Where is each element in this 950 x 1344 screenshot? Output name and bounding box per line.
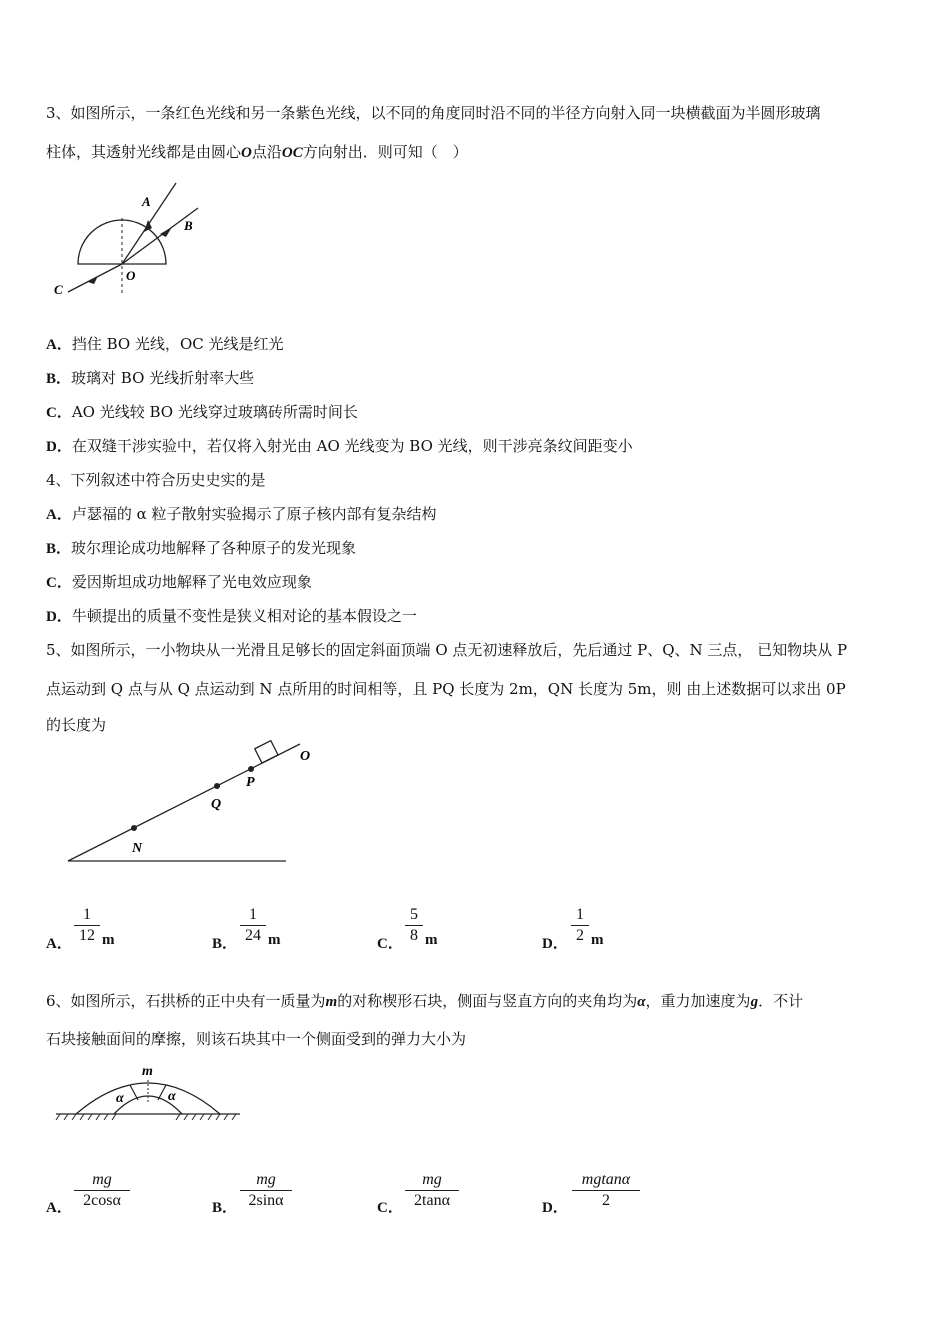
- q3-option-b: [46, 367, 254, 388]
- label-o: O: [300, 749, 311, 764]
- ray-bo: [122, 208, 198, 264]
- numerator: mg: [92, 1171, 112, 1188]
- option-text: 爱因斯坦成功地解释了光电效应现象: [71, 573, 312, 591]
- q6-option-d-label: D．: [542, 1200, 568, 1216]
- q3-option-d: [46, 435, 633, 456]
- option-text: 在双缝干涉实验中，若仅将入射光由 AO 光线变为 BO 光线，则干涉亮条纹间距变小: [71, 437, 633, 455]
- option-text: 卢瑟福的 α 粒子散射实验揭示了原子核内部有复杂结构: [71, 505, 437, 523]
- ray-bo-arrow: [160, 227, 172, 237]
- q3-stem-text: 点沿: [251, 143, 282, 161]
- q5-option-b-label: B．: [212, 936, 238, 952]
- q6-var-m: m: [325, 994, 338, 1010]
- q5-option-a-label: A．: [46, 936, 72, 952]
- q4-option-c: [46, 571, 312, 592]
- q5-option-a-unit: m: [102, 932, 115, 948]
- point-p: [248, 766, 254, 772]
- wedge-right-side: [158, 1085, 166, 1100]
- q6-option-a-label: A．: [46, 1200, 72, 1216]
- label-a: A: [142, 194, 151, 209]
- label-m: m: [142, 1064, 153, 1079]
- option-text: 玻尔理论成功地解释了各种原子的发光现象: [71, 539, 357, 557]
- q5-stem-line1: 5、如图所示，一小物块从一光滑且足够长的固定斜面顶端 O 点无初速释放后，先后通过 P、Q、N 三点， 已知物块从 P: [46, 641, 848, 659]
- ground-hatch: [56, 1114, 236, 1120]
- option-label: D．: [46, 609, 72, 625]
- q3-stem-line1: 3、如图所示，一条红色光线和另一条紫色光线，以不同的角度同时沿不同的半径方向射入同一块横截面为半圆形玻璃: [46, 104, 821, 122]
- label-o: O: [126, 268, 136, 283]
- q5-option-d-label: D．: [542, 936, 568, 952]
- q3-option-c: [46, 401, 358, 422]
- q6-arch-bridge-diagram: [54, 1060, 244, 1132]
- denominator: 2cosα: [83, 1192, 121, 1209]
- q3-semicircle-diagram: [48, 178, 208, 300]
- denominator: 2: [602, 1192, 610, 1209]
- label-alpha-right: α: [168, 1089, 176, 1104]
- q3-option-a: [46, 333, 284, 354]
- label-q: Q: [211, 797, 222, 812]
- q5-incline-diagram: [60, 740, 340, 870]
- q6-option-c-fraction: [405, 1170, 459, 1211]
- q6-option-c-label: C．: [377, 1200, 403, 1216]
- label-alpha-left: α: [116, 1091, 124, 1106]
- option-text: 挡住 BO 光线，OC 光线是红光: [71, 335, 284, 353]
- option-label: A．: [46, 337, 72, 353]
- q5-option-b-fraction: [240, 905, 266, 946]
- option-text: 牛顿提出的质量不变性是狭义相对论的基本假设之一: [71, 607, 417, 625]
- denominator: 2: [576, 927, 584, 944]
- option-text: AO 光线较 BO 光线穿过玻璃砖所需时间长: [71, 403, 358, 421]
- denominator: 2tanα: [414, 1192, 450, 1209]
- denominator: 2sinα: [248, 1192, 284, 1209]
- option-label: C．: [46, 575, 72, 591]
- q3-var-oc: OC: [281, 145, 303, 161]
- q6-option-a-fraction: [74, 1170, 130, 1211]
- q5-stem-line2: 点运动到 Q 点与从 Q 点运动到 N 点所用的时间相等，且 PQ 长度为 2m，QN 长度为 5m，则 由上述数据可以求出 0P: [46, 680, 846, 698]
- denominator: 12: [79, 927, 95, 944]
- point-n: [131, 825, 137, 831]
- denominator: 8: [410, 927, 418, 944]
- q5-option-c-unit: m: [425, 932, 438, 948]
- q6-option-d-fraction: [572, 1170, 640, 1211]
- numerator: 1: [249, 906, 257, 923]
- q5-option-c-label: C．: [377, 936, 403, 952]
- q5-option-a-fraction: [74, 905, 100, 946]
- q3-stem-text: 方向射出．则可知（ ）: [302, 143, 468, 161]
- q6-stem-text: ．不计: [758, 992, 804, 1010]
- q6-option-b-fraction: [240, 1170, 292, 1211]
- option-text: 玻璃对 BO 光线折射率大些: [71, 369, 255, 387]
- point-q: [214, 783, 220, 789]
- denominator: 24: [245, 927, 261, 944]
- q6-option-b-label: B．: [212, 1200, 238, 1216]
- q4-option-d: [46, 605, 417, 626]
- numerator: 1: [83, 906, 91, 923]
- option-label: C．: [46, 405, 72, 421]
- option-label: A．: [46, 507, 72, 523]
- arch-outer: [76, 1083, 220, 1114]
- numerator: mg: [422, 1171, 442, 1188]
- numerator: mg: [256, 1171, 276, 1188]
- option-label: B．: [46, 541, 72, 557]
- block: [255, 741, 278, 763]
- option-label: B．: [46, 371, 72, 387]
- q6-var-g: g: [750, 994, 759, 1010]
- q5-option-c-fraction: [405, 905, 423, 946]
- option-label: D．: [46, 439, 72, 455]
- q4-option-a: [46, 503, 437, 524]
- q5-stem-line3: 的长度为: [46, 716, 107, 734]
- label-p: P: [246, 775, 255, 790]
- numerator: mgtanα: [581, 1171, 631, 1188]
- q5-option-d-unit: m: [591, 932, 604, 948]
- q6-var-alpha: α: [637, 994, 646, 1010]
- ray-oc-arrow: [88, 276, 98, 284]
- label-n: N: [132, 841, 143, 856]
- q6-stem-text: ，重力加速度为: [645, 992, 751, 1010]
- q5-option-b-unit: m: [268, 932, 281, 948]
- q6-stem-line2: 石块接触面间的摩擦，则该石块其中一个侧面受到的弹力大小为: [46, 1030, 467, 1048]
- q3-var-o: O: [241, 145, 252, 161]
- q6-stem-text: 6、如图所示，石拱桥的正中央有一质量为: [46, 992, 326, 1010]
- q6-stem-text: 的对称楔形石块，侧面与竖直方向的夹角均为: [337, 992, 638, 1010]
- q4-stem: 4、下列叙述中符合历史史实的是: [46, 471, 266, 489]
- label-b: B: [184, 218, 193, 233]
- q4-option-b: [46, 537, 356, 558]
- numerator: 5: [410, 906, 418, 923]
- q3-stem-line2: [46, 141, 468, 162]
- numerator: 1: [576, 906, 584, 923]
- q6-stem-line1: [46, 990, 803, 1011]
- label-c: C: [54, 282, 63, 297]
- wedge-left-side: [130, 1085, 138, 1100]
- q3-stem-text: 柱体，其透射光线都是由圆心: [46, 143, 242, 161]
- q5-option-d-fraction: [571, 905, 589, 946]
